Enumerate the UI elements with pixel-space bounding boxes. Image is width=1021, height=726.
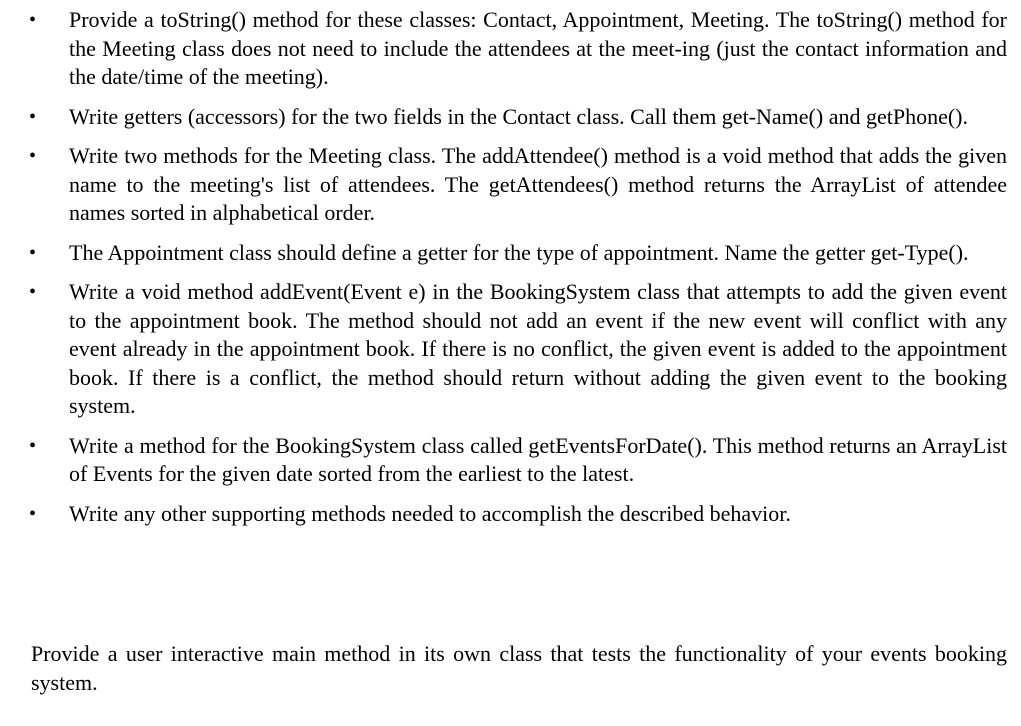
bullet-icon: • (29, 105, 37, 128)
list-item-text: Write a void method addEvent(Event e) in the BookingSystem class that attempts to add the given event to the appointment book. The method should not add an event if the new event will conflict with any event already in the appointment book. If there is no conflict, the given event is added to the appointment book. If there is a conflict, the method should return without adding the given event to the booking system. (69, 279, 1007, 418)
bullet-icon: • (29, 434, 37, 457)
list-item (0, 500, 1021, 529)
list-item-text: The Appointment class should define a getter for the type of appointment. Name the getter get-Type(). (69, 239, 969, 265)
bullet-icon: • (29, 502, 37, 525)
list-item-text: Provide a toString() method for these classes: Contact, Appointment, Meeting. The toString() method for the Meeting class does not need to include the attendees at the meet-ing (just the contact information and the date/time of the meeting). (69, 7, 1007, 89)
list-item-text: Write a method for the BookingSystem class called getEventsForDate(). This method returns an ArrayList of Events for the given date sorted from the earliest to the latest. (69, 432, 1007, 486)
list-item (0, 103, 1021, 132)
list-item (0, 432, 1021, 489)
requirements-list (0, 6, 1021, 539)
list-item-text: Write two methods for the Meeting class. The addAttendee() method is a void method that adds the given name to the meeting's list of attendees. The getAttendees() method returns the ArrayList of attendee names sorted in alphabetical order. (69, 143, 1007, 225)
list-item (0, 6, 1021, 92)
list-item-text: Write getters (accessors) for the two fields in the Contact class. Call them get-Name() and getPhone(). (69, 103, 968, 129)
bullet-icon: • (29, 281, 37, 303)
bullet-icon: • (29, 145, 37, 167)
list-item (0, 278, 1021, 421)
list-item-text: Write any other supporting methods needed to accomplish the described behavior. (69, 500, 791, 526)
closing-paragraph: Provide a user interactive main method in its own class that tests the functionality of your events booking system. (31, 641, 1007, 695)
bullet-icon: • (29, 241, 37, 264)
list-item (0, 239, 1021, 268)
bullet-icon: • (29, 9, 37, 31)
list-item (0, 142, 1021, 228)
